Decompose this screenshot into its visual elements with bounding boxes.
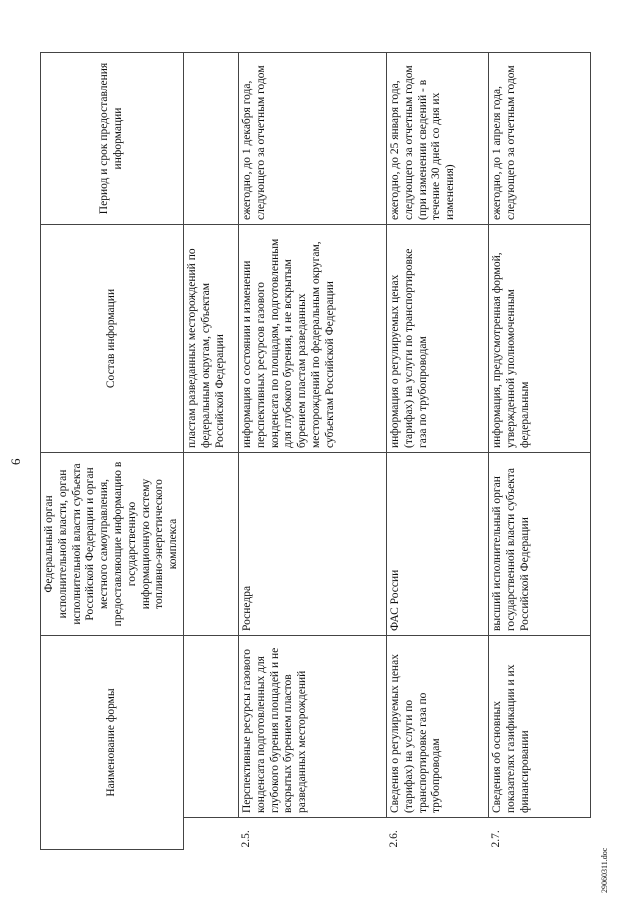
header-composition: Состав информации	[41, 225, 184, 453]
table-row	[488, 53, 590, 850]
forms-table	[40, 52, 591, 850]
row-period: ежегодно, до 25 января года, следующего за отчетным годом (при изменении сведений - в течение 30 дней со дня их изменения)	[386, 53, 488, 225]
row-period: ежегодно, до 1 декабря года, следующего за отчетным годом	[238, 53, 386, 225]
row-number: 2.7.	[490, 830, 503, 848]
continuation-row	[183, 53, 238, 850]
table-row	[238, 53, 386, 850]
table-row	[386, 53, 488, 850]
row-composition: информация о состоянии и изменении перспективных ресурсов газового конденсата по площадям, подготовленным для глубокого бурения, и не вскрытым бурением пластам разведанных месторождений по федеральным округам, субъектам Российской Федерации	[238, 225, 386, 453]
header-form-name: Наименование формы	[41, 636, 184, 850]
header-authority: Федеральный орган исполнительной власти, орган исполнительной власти субъекта Российской Федерации и орган местного самоуправления, предоставляющие информацию в государственную информационную систему топливно-энергетического комплекса	[41, 453, 184, 636]
row-number: 2.5.	[240, 830, 253, 848]
row-form-name: Сведения об основных показателях газификации и их финансировании	[488, 636, 590, 818]
row-authority: высший исполнительный орган государственной власти субъекта Российской Федерации	[488, 453, 590, 636]
footer-code: 29060311.doc	[600, 847, 609, 893]
row-composition: информация, предусмотренная формой, утвержденной уполномоченным федеральным	[488, 225, 590, 453]
header-period: Период и срок предоставления информации	[41, 53, 184, 225]
continuation-text: пластам разведанных месторождений по федеральным округам, субъектам Российской Федерации	[183, 225, 238, 453]
row-composition: информация о регулируемых ценах (тарифах) на услуги по транспортировке газа по трубопроводам	[386, 225, 488, 453]
row-form-name: Перспективные ресурсы газового конденсата подготовленных для глубокого бурения площадей и не вскрытых бурением пластов разведанных месторождений	[238, 636, 386, 818]
row-number: 2.6.	[388, 830, 401, 848]
row-period: ежегодно, до 1 апреля года, следующего за отчетным годом	[488, 53, 590, 225]
row-authority: ФАС России	[386, 453, 488, 636]
header-row	[41, 53, 184, 850]
page-number: 6	[8, 458, 23, 465]
row-authority: Роснедра	[238, 453, 386, 636]
row-form-name: Сведения о регулируемых ценах (тарифах) на услуги по транспортировке газа по трубопроводам	[386, 636, 488, 818]
